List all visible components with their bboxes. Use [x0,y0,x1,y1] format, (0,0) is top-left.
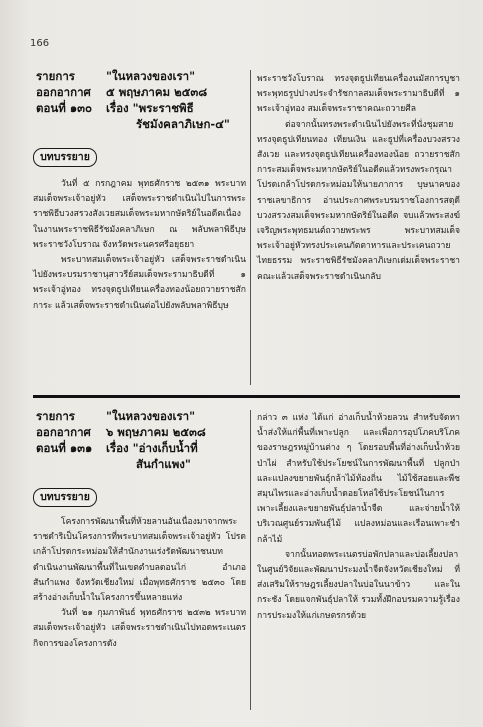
airdate-value: ๕ พฤษภาคม ๒๕๓๘ [106,85,208,99]
episode-label: ตอนที่ ๑๓๐ [36,101,93,115]
episode-title [106,440,246,472]
episode-label: ตอนที่ ๑๓๑ [36,441,93,455]
paragraph: วันที่ ๒๑ กุมภาพันธ์ พุทธศักราช ๒๕๓๒ พระบาทสมเด็จพระเจ้าอยู่หัว เสด็จพระราชดำเนินไปทอดพระเนตรกิจการของโครงการดัง [33,608,246,649]
paragraph: โครงการพัฒนาพื้นที่ห้วยลานอันเนื่องมาจากพระราชดำริเป็นโครงการที่พระบาทสมเด็จพระเจ้าอยู่หัว โปรดเกล้าโปรดกระหม่อมให้สำนักงานเร่งรัดพัฒนาชนบทดำเนินงานพัฒนาพื้นที่ในเขตตำบลดอนไก่ อำเภอสันกำแพง จังหวัดเชียงใหม่ เมื่อพุทธศักราช ๒๕๓๐ โดยสร้างอ่างเก็บน้ำในโครงการขึ้นหลายแห่ง [33,517,246,604]
episode-title-line2: สันกำแพง" [136,457,191,471]
program-value: "ในหลวงของเรา" [106,409,196,423]
section2-header [36,408,246,472]
column-rule [250,70,251,385]
column-rule [250,410,251,710]
program-label: รายการ [36,69,75,83]
paragraph: จากนั้นทอดพระเนตรบ่อพักปลาและบ่อเลี้ยงปลาในศูนย์วิจัยและพัฒนาประมงน้ำจืดจังหวัดเชียงใหม่ ที่ส่งเสริมให้ราษฎรเลี้ยงปลาในบ่อในนาข้าว และในกระชัง โดยแจกพันธุ์ปลาให้ รวมทั้งฝึกอบรมความรู้เรื่องการประมงให้แก่เกษตรกรด้วย [257,549,460,621]
program-label: รายการ [36,409,75,423]
section-divider [33,395,460,398]
program-row [36,408,246,424]
paragraph: พระราชวังโบราณ ทรงจุดธูปเทียนเครื่องนมัสการบูชาพระพุทธรูปปางประจำรัชกาลสมเด็จพระรามาธิบดีที่ ๑ พระเจ้าอู่ทอง สมเด็จพระราชาคณะถวายศีล [257,74,460,115]
page-number: 166 [30,38,50,49]
episode-title-line1: เรื่อง "อ่างเก็บน้ำที่ [106,441,198,455]
episode-title [106,100,246,132]
episode-row [36,440,246,472]
section2-right-column [257,411,460,624]
paragraph: พระบาทสมเด็จพระเจ้าอยู่หัว เสด็จพระราชดำเนินไปยังพระบรมราชานุสาวรีย์สมเด็จพระรามาธิบดีที่ ๑ พระเจ้าอู่ทอง ทรงจุดธูปเทียนเครื่องทองน้อยถวายราชสักการะ แล้วเสด็จพระราชดำเนินต่อไปยังพลับพลาพิธีบุษ [33,255,246,311]
airdate-label: ออกอากาศ [36,425,91,439]
section1-header [36,68,246,132]
paragraph: วันที่ ๕ กรกฎาคม พุทธศักราช ๒๕๓๑ พระบาทสมเด็จพระเจ้าอยู่หัว เสด็จพระราชดำเนินไปในการพระราชพิธีบวงสรวงสังเวยสมเด็จพระมหากษัตริย์ในอดีตเนื่องในงานพระราชพิธีรัชมังคลาภิเษก ณ พลับพลาพิธีบุษ พระราชวังโบราณ จังหวัดพระนครศรีอยุธยา [33,179,246,250]
section1-right-column [257,72,460,285]
airdate-label: ออกอากาศ [36,85,91,99]
paragraph: ต่อจากนั้นทรงพระดำเนินไปยังพระที่นั่งชุมสาย ทรงจุดธูปเทียนทอง เทียนเงิน และธูปที่เครื่องบวงสรวงสังเวย และทรงจุดธูปเทียนเครื่องทองน้อย ถวายราชสักการะสมเด็จพระมหากษัตริย์ในอดีตแล้วทรงพระกรุณาโปรดเกล้าโปรดกระหม่อมให้นายภาการ บุษนาคของราชเลขาธิการ อ่านประกาศพระบรมราชโองการสดุดี บวงสรวงสมเด็จพระมหากษัตริย์ในอดีต จบแล้วพระสงฆ์เจริญพระพุทธมนต์ถวายพระพร พระบาทสมเด็จพระเจ้าอยู่หัวทรงประเคนภัตตาหารและประเคนถวายไทยธรรม พระราชพิธีรัชมังคลาภิเษกเด่มเด็จพระราชาคณะแล้วเสด็จพระราชดำเนินกลับ [257,119,460,282]
airdate-value: ๖ พฤษภาคม ๒๕๓๘ [106,425,206,439]
program-value: "ในหลวงของเรา" [106,69,196,83]
episode-title-line1: เรื่อง "พระราชพิธี [106,101,194,115]
episode-title-line2: รัชมังคลาภิเษก-๔" [136,117,230,131]
airdate-row [36,84,246,100]
airdate-row [36,424,246,440]
narration-tag: บทบรรยาย [33,488,97,507]
program-row [36,68,246,84]
paragraph: กล่าว ๓ แห่ง ได้แก่ อ่างเก็บน้ำห้วยลวน สำหรับจัดหาน้ำส่งให้แก่พื้นที่เพาะปลูก และเพื่อการอุปโภคบริโภคของราษฎรหมู่บ้านต่าง ๆ โดยรอบพื้นที่อ่างเก็บน้ำห้วยป่าไผ่ สำหรับใช้ประโยชน์ในการพัฒนาพื้นที่ ปลูกป่าและแปลงขยายพันธุ์กล้าไม้ท้องถิ่น ไม้ใช้สอยและพืชสมุนไพรและอ่างเก็บน้ำดอยโหล่ใช้ประโยชน์ในการเพาะเลี้ยงและขยายพันธุ์ปลาน้ำจืด และจ่ายน้ำให้บริเวณศูนย์รวมพันธุ์ไม้ แปลงหม่อนและเรือนเพาะชำกล้าไม้ [257,413,460,545]
episode-row [36,100,246,132]
section2-left-column [33,515,246,652]
section1-left-column [33,177,246,314]
narration-tag: บทบรรยาย [33,148,97,167]
